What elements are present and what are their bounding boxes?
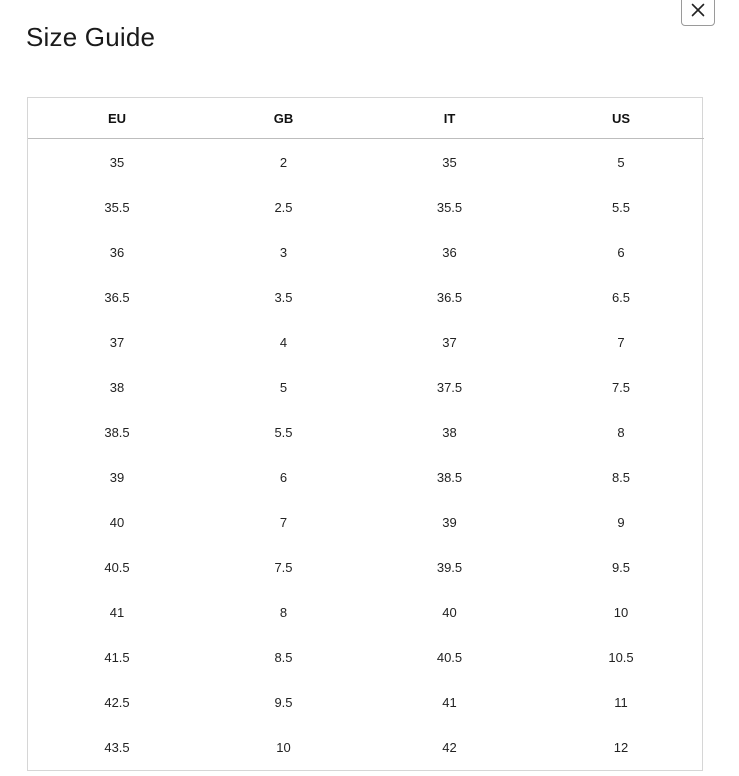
cell-eu: 35.5 — [104, 200, 130, 215]
cell-gb: 9.5 — [274, 695, 293, 710]
cell-eu: 41 — [109, 605, 125, 620]
cell-us: 5 — [617, 154, 625, 170]
table-row — [28, 320, 704, 365]
cell-eu: 35 — [109, 154, 125, 170]
cell-us: 7 — [617, 335, 625, 350]
table-row — [28, 725, 704, 770]
cell-us: 10 — [613, 605, 629, 620]
cell-eu: 38 — [109, 380, 125, 395]
cell-eu: 41.5 — [104, 650, 130, 665]
cell-eu: 40 — [109, 515, 125, 530]
cell-eu: 40.5 — [104, 560, 130, 575]
cell-us: 6 — [617, 245, 625, 260]
size-table — [28, 98, 704, 770]
cell-it: 36.5 — [436, 290, 463, 305]
cell-us: 8 — [617, 425, 625, 440]
column-header-it: IT — [361, 98, 538, 139]
cell-us: 8.5 — [611, 470, 631, 485]
table-row — [28, 635, 704, 680]
column-header-us: US — [538, 98, 704, 139]
cell-gb: 2.5 — [274, 200, 293, 215]
cell-us: 7.5 — [611, 380, 631, 395]
cell-us: 6.5 — [611, 290, 631, 305]
cell-it: 38.5 — [436, 470, 463, 485]
cell-eu: 38.5 — [104, 425, 130, 440]
cell-it: 38 — [442, 425, 457, 440]
cell-gb: 5.5 — [274, 425, 293, 440]
cell-it: 35 — [442, 154, 457, 170]
cell-gb: 8 — [279, 605, 288, 620]
cell-it: 40.5 — [436, 650, 463, 665]
cell-it: 39 — [442, 515, 457, 530]
table-row — [28, 680, 704, 725]
cell-gb: 8.5 — [274, 650, 293, 665]
cell-us: 12 — [613, 740, 629, 755]
table-row — [28, 365, 704, 410]
cell-gb: 4 — [279, 335, 288, 350]
cell-gb: 10 — [276, 740, 291, 755]
table-row — [28, 410, 704, 455]
table-row — [28, 185, 704, 230]
size-table-body — [28, 139, 704, 771]
close-icon — [691, 3, 705, 17]
table-row — [28, 590, 704, 635]
cell-gb: 3.5 — [274, 290, 293, 305]
table-row — [28, 545, 704, 590]
cell-gb: 5 — [279, 380, 288, 395]
cell-us: 10.5 — [608, 650, 634, 665]
cell-gb: 6 — [279, 470, 288, 485]
cell-us: 9 — [617, 515, 625, 530]
table-row — [28, 455, 704, 500]
column-header-eu: EU — [28, 98, 206, 139]
table-row — [28, 500, 704, 545]
dialog-title: Size Guide — [26, 22, 156, 52]
table-row — [28, 139, 704, 186]
cell-gb: 2 — [279, 154, 288, 170]
cell-eu: 37 — [109, 335, 125, 350]
cell-gb: 3 — [279, 245, 288, 260]
cell-eu: 39 — [109, 470, 125, 485]
cell-gb: 7.5 — [274, 560, 293, 575]
cell-it: 36 — [442, 245, 457, 260]
cell-eu: 36 — [109, 245, 125, 260]
cell-it: 40 — [442, 605, 457, 620]
cell-it: 37 — [442, 335, 457, 350]
close-button[interactable] — [681, 0, 715, 26]
cell-it: 41 — [442, 695, 457, 710]
cell-gb: 7 — [279, 515, 288, 530]
table-row — [28, 230, 704, 275]
cell-it: 37.5 — [436, 380, 463, 395]
size-table-container — [27, 97, 703, 771]
cell-it: 39.5 — [436, 560, 463, 575]
cell-it: 42 — [442, 740, 457, 755]
cell-eu: 43.5 — [104, 740, 130, 755]
cell-us: 5.5 — [611, 200, 631, 215]
header-row — [28, 98, 704, 139]
cell-us: 9.5 — [611, 560, 631, 575]
cell-eu: 36.5 — [104, 290, 130, 305]
column-header-gb: GB — [206, 98, 361, 139]
cell-us: 11 — [614, 695, 628, 710]
cell-it: 35.5 — [436, 200, 463, 215]
table-row — [28, 275, 704, 320]
size-table-header — [28, 98, 704, 139]
cell-eu: 42.5 — [104, 695, 130, 710]
